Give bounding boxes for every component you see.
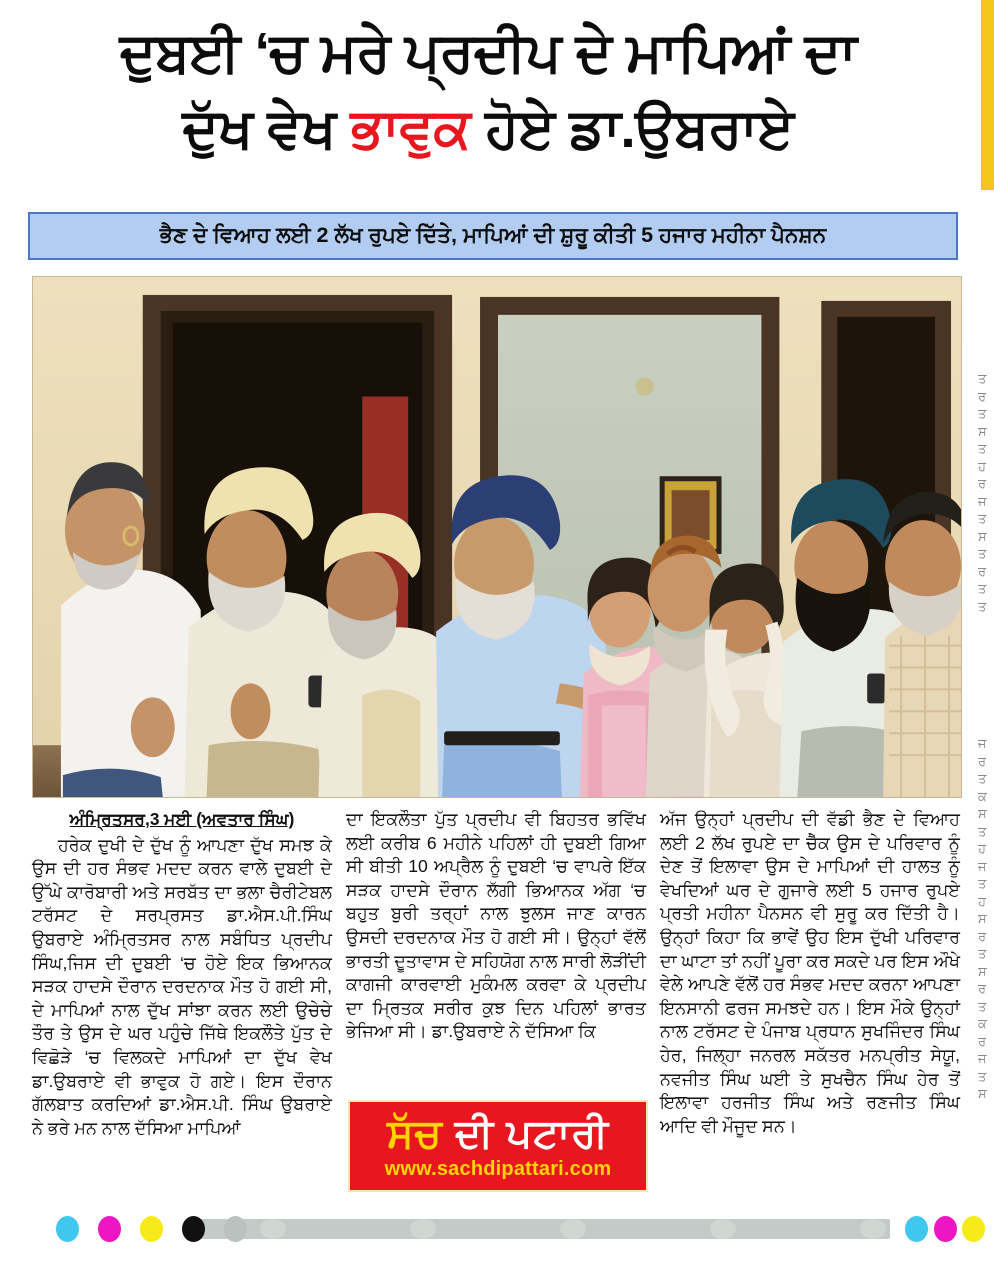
edge-text-fragment: ਤ (978, 876, 986, 891)
black-dot (182, 1216, 205, 1242)
edge-text-fragment: ਤ (978, 406, 986, 421)
edge-text-fragment: ਤ (978, 1068, 986, 1084)
article-column-3-text: ਅੱਜ ਉਨ੍ਹਾਂ ਪ੍ਰਦੀਪ ਦੀ ਵੱਡੀ ਭੈਣ ਦੇ ਵਿਆਹ ਲਈ 2 ਲੱਖ ਰੁਪਏ ਦਾ ਚੈੱਕ ਉਸ ਦੇ ਪਰਿਵਾਰ ਨੂੰ ਦੇਣ ਤੋਂ ਇਲਾਵਾ ਉਸ ਦੇ ਮਾਪਿਆਂ ਦੀ ਹਾਲਤ ਨੂੰ ਵੇਖਦਿਆਂ ਘਰ ਦੇ ਗੁਜਾਰੇ ਲਈ 5 ਹਜਾਰ ਰੁਪਏ ਪ੍ਰਤੀ ਮਹੀਨਾ ਪੈਨਸਨ ਵੀ ਸੁਰੂ ਕਰ ਦਿੱਤੀ ਹੈ। ਉਨ੍ਹਾਂ ਕਿਹਾ ਕਿ ਭਾਵੇਂ ਉਹ ਇਸ ਦੁੱਖੀ ਪਰਿਵਾਰ ਦਾ ਘਾਟਾ ਤਾਂ ਨਹੀਂ ਪੂਰਾ ਕਰ ਸਕਦੇ ਪਰ ਇਸ ਔਖੇ ਵੇਲੇ ਆਪਣੇ ਵੱਲੋਂ ਹਰ ਸੰਭਵ ਮਦਦ ਕਰਨਾ ਆਪਣਾ ਇਨਸਾਨੀ ਫਰਜ ਸਮਝਦੇ ਹਨ। ਇਸ ਮੌਕੇ ਉਨ੍ਹਾਂ ਨਾਲ ਟਰੱਸਟ ਦੇ ਪੰਜਾਬ ਪ੍ਰਧਾਨ ਸੁਖਜਿੰਦਰ ਸਿੰਘ ਹੇਰ, ਜਿਲ੍ਹਾ ਜਨਰਲ ਸਕੱਤਰ ਮਨਪ੍ਰੀਤ ਸੇਯੂ, ਨਵਜੀਤ ਸਿੰਘ ਘਈ ਤੇ ਸੁਖਚੈਨ ਸਿੰਘ ਹੇਰ ਤੋਂ ਇਲਾਵਾ ਹਰਜੀਤ ਸਿੰਘ ਅਤੇ ਰਣਜੀਤ ਸਿੰਘ ਆਦਿ ਵੀ ਮੌਜੂਦ ਸਨ। (660, 809, 960, 1136)
edge-text-fragment: ਸ (978, 963, 986, 979)
edge-text-fragment: ਤ (978, 441, 986, 456)
registration-strip-segment (410, 1219, 436, 1239)
edge-text-fragment: ਤ (978, 511, 986, 526)
edge-text-fragment: ਤ (978, 946, 986, 961)
registration-strip-segment (860, 1219, 886, 1239)
headline-line-2 (18, 90, 958, 166)
adjacent-column-text-sliver (978, 370, 994, 1200)
edge-text-fragment: ਰ (978, 476, 986, 491)
edge-text-fragment: ਜ (978, 493, 986, 509)
magenta-dot (98, 1216, 121, 1242)
page-title (18, 14, 958, 166)
article-photo (32, 276, 962, 798)
edge-text-fragment: ਸ (978, 911, 986, 926)
edge-text-fragment: ਤ (978, 823, 986, 839)
edge-text-fragment: ਕ (978, 788, 986, 804)
grey-dot (224, 1216, 247, 1242)
subheadline-banner (28, 212, 958, 260)
magenta-dot-right (934, 1216, 957, 1242)
edge-text-fragment: ਸ (978, 528, 986, 544)
edge-text-fragment: ਰ (978, 753, 986, 769)
edge-text-fragment: ਜ (978, 1051, 986, 1066)
edge-text-fragment: ਰ (978, 928, 986, 944)
edge-text-fragment: ਹ (978, 841, 985, 856)
edge-text-fragment: ਰ (978, 563, 986, 579)
article-column-1 (32, 808, 332, 1198)
registration-strip-segment (710, 1219, 736, 1239)
logo-title-part-1: ਸੱਚ (386, 1112, 443, 1156)
yellow-dot-right (962, 1216, 985, 1242)
logo-title (387, 1111, 609, 1157)
headline-text-after: ਹੋਏ ਡਾ.ਉਬਰਾਏ (470, 97, 794, 159)
edge-text-fragment: ਹ (978, 893, 985, 909)
edge-text-fragment: ਤ (978, 371, 986, 386)
cyan-dot-right (905, 1216, 928, 1242)
edge-text-fragment: ਤ (978, 998, 986, 1014)
registration-strip-segment (560, 1219, 586, 1239)
headline-line-1: ਦੁਬਈ ‘ਚ ਮਰੇ ਪ੍ਰਦੀਪ ਦੇ ਮਾਪਿਆਂ ਦਾ (119, 21, 857, 83)
publication-logo[interactable] (348, 1100, 648, 1192)
registration-strip-segment (260, 1219, 286, 1239)
subheadline-text: ਭੈਣ ਦੇ ਵਿਆਹ ਲਈ 2 ਲੱਖ ਰੁਪਏ ਦਿੱਤੇ, ਮਾਪਿਆਂ ਦੀ ਸ਼ੁਰੂ ਕੀਤੀ 5 ਹਜਾਰ ਮਹੀਨਾ ਪੈਨਸ਼ਨ (159, 223, 827, 248)
edge-text-fragment: ਰ (978, 1033, 986, 1049)
edge-text-fragment: ਜ (978, 858, 986, 874)
edge-text-fragment: ਰ (978, 388, 986, 404)
logo-website-url[interactable]: www.sachdipattari.com (384, 1158, 612, 1180)
column-1-body: ਹਰੇਕ ਦੁਖੀ ਦੇ ਦੁੱਖ ਨੂੰ ਆਪਣਾ ਦੁੱਖ ਸਮਝ ਕੇ ਉਸ ਦੀ ਹਰ ਸੰਭਵ ਮਦਦ ਕਰਨ ਵਾਲੇ ਦੁਬਈ ਦੇ ਉੱਘੇ ਕਾਰੋਬਾਰੀ ਅਤੇ ਸਰਬੱਤ ਦਾ ਭਲਾ ਚੈਰੀਟੇਬਲ ਟਰੱਸਟ ਦੇ ਸਰਪ੍ਰਸਤ ਡਾ.ਐਸ.ਪੀ.ਸਿੰਘ ਉਬਰਾਏ ਅੰਮ੍ਰਿਤਸਰ ਨਾਲ ਸਬੰਧਿਤ ਪ੍ਰਦੀਪ ਸਿੰਘ,ਜਿਸ ਦੀ ਦੁਬਈ ‘ਚ ਹੋਏ ਇਕ ਭਿਆਨਕ ਸੜਕ ਹਾਦਸੇ ਦੌਰਾਨ ਦਰਦਨਾਕ ਮੌਤ ਹੋ ਗਈ ਸੀ, ਦੇ ਮਾਪਿਆਂ ਨਾਲ ਦੁੱਖ ਸਾਂਝਾ ਕਰਨ ਲਈ ਉਚੇਚੇ ਤੌਰ ਤੇ ਉਸ ਦੇ ਘਰ ਪਹੁੰਚੇ ਜਿੱਥੇ ਇਕਲੌਤੇ ਪੁੱਤ ਦੇ ਵਿਛੋੜੇ ‘ਚ ਵਿਲਕਦੇ ਮਾਪਿਆਂ ਦਾ ਦੁੱਖ ਵੇਖ ਡਾ.ਉਬਰਾਏ ਵੀ ਭਾਵੁਕ ਹੋ ਗਏ। ਇਸ ਦੌਰਾਨ ਗੱਲਬਾਤ ਕਰਦਿਆਂ ਡਾ.ਐਸ.ਪੀ. ਸਿੰਘ ਉਬਰਾਏ ਨੇ ਭਰੇ ਮਨ ਨਾਲ ਦੱਸਿਆ ਮਾਪਿਆਂ (32, 834, 332, 1138)
headline-text-before: ਦੁੱਖ ਵੇਖ (182, 97, 351, 159)
edge-text-fragment: ਤ (978, 598, 986, 614)
article-dateline: ਅੰਮ੍ਰਿਤਸਰ,3 ਮਈ (ਅਵਤਾਰ ਸਿੰਘ) (69, 809, 295, 829)
article-column-1-text (32, 834, 332, 1141)
edge-text-fragment: ਰ (978, 981, 986, 996)
right-edge-yellow-strip (981, 0, 994, 190)
edge-text-fragment: ਸ (978, 423, 986, 439)
print-registration-bar (0, 1216, 994, 1242)
cyan-dot (56, 1216, 79, 1242)
logo-title-part-2: ਦੀ ਪਟਾਰੀ (454, 1112, 610, 1156)
edge-text-fragment: ਹ (978, 458, 985, 474)
edge-text-fragment: ਕ (978, 1016, 986, 1031)
article-column-3 (660, 808, 960, 1198)
registration-grey-strip (200, 1219, 890, 1239)
edge-text-gap (978, 615, 994, 735)
photo-illustration (33, 277, 961, 797)
edge-text-fragment: ਤ (978, 546, 986, 561)
edge-text-fragment: ਤ (978, 581, 986, 596)
edge-text-fragment: ਜ (978, 736, 986, 751)
edge-text-fragment: ਤ (978, 771, 986, 786)
article-column-2-text: ਦਾ ਇਕਲੌਤਾ ਪੁੱਤ ਪ੍ਰਦੀਪ ਵੀ ਬਿਹਤਰ ਭਵਿੱਖ ਲਈ ਕਰੀਬ 6 ਮਹੀਨੇ ਪਹਿਲਾਂ ਹੀ ਦੁਬਈ ਗਿਆ ਸੀ ਬੀਤੀ 10 ਅਪ੍ਰੈਲ ਨੂੰ ਦੁਬਈ ‘ਚ ਵਾਪਰੇ ਇੱਕ ਸੜਕ ਹਾਦਸੇ ਦੌਰਾਨ ਲੱਗੀ ਭਿਆਨਕ ਅੱਗ ‘ਚ ਬਹੁਤ ਬੁਰੀ ਤਰ੍ਹਾਂ ਨਾਲ ਝੁਲਸ ਜਾਣ ਕਾਰਨ ਉਸਦੀ ਦਰਦਨਾਕ ਮੌਤ ਹੋ ਗਈ ਸੀ। ਉਨ੍ਹਾਂ ਵੱਲੋਂ ਭਾਰਤੀ ਦੂਤਾਵਾਸ ਦੇ ਸਹਿਯੋਗ ਨਾਲ ਸਾਰੀ ਲੋੜੀਂਦੀ ਕਾਗਜੀ ਕਾਰਵਾਈ ਮੁਕੰਮਲ ਕਰਵਾ ਕੇ ਪ੍ਰਦੀਪ ਦਾ ਮ੍ਰਿਤਕ ਸਰੀਰ ਕੁਝ ਦਿਨ ਪਹਿਲਾਂ ਭਾਰਤ ਭੇਜਿਆ ਸੀ। ਡਾ.ਉਬਰਾਏ ਨੇ ਦੱਸਿਆ ਕਿ (346, 809, 646, 1042)
yellow-dot (140, 1216, 163, 1242)
headline-highlight-word: ਭਾਵੁਕ (350, 97, 471, 159)
edge-text-fragment: ਸ (978, 1086, 986, 1101)
edge-text-fragment: ਸ (978, 806, 986, 821)
